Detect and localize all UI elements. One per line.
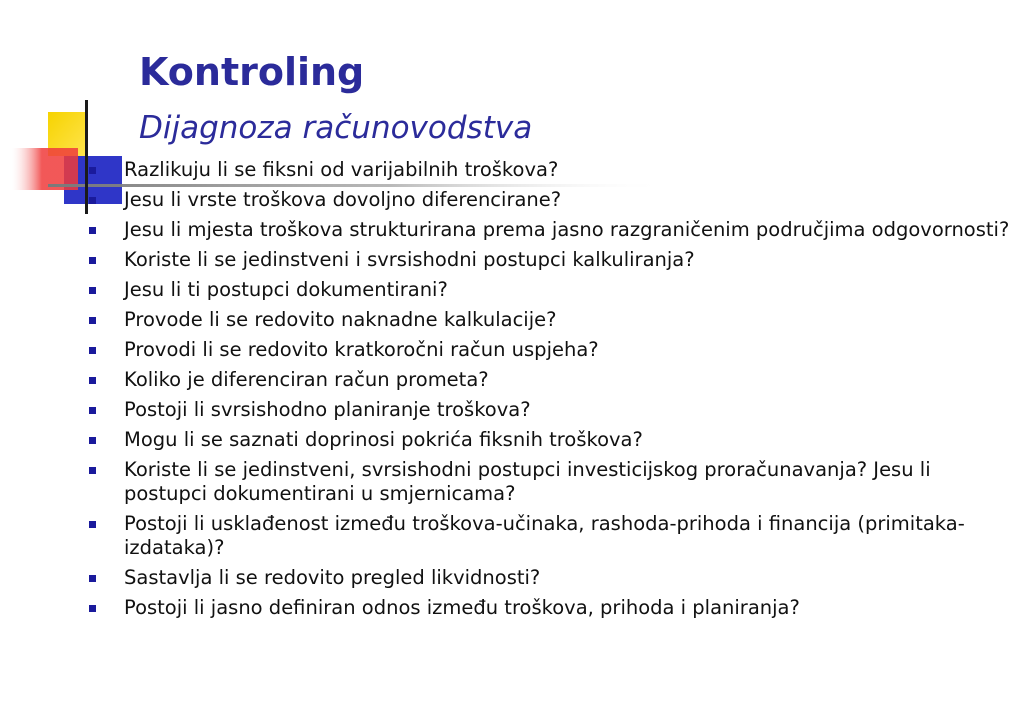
slide-subtitle: Dijagnoza računovodstva <box>139 110 533 146</box>
list-item <box>0 308 1023 332</box>
bullet-text: Sastavlja li se redovito pregled likvidnosti? <box>124 566 541 589</box>
square-bullet-icon <box>89 605 96 612</box>
square-bullet-icon <box>89 467 96 474</box>
bullet-list <box>0 158 1023 626</box>
bullet-text: Koliko je diferenciran račun prometa? <box>124 368 489 391</box>
list-item <box>0 158 1023 182</box>
square-bullet-icon <box>89 257 96 264</box>
list-item <box>0 566 1023 590</box>
bullet-text: Mogu li se saznati doprinosi pokrića fiksnih troškova? <box>124 428 643 451</box>
bullet-text: Razlikuju li se fiksni od varijabilnih troškova? <box>124 158 559 181</box>
list-item <box>0 428 1023 452</box>
list-item <box>0 188 1023 212</box>
list-item <box>0 368 1023 392</box>
bullet-text: Postoji li svrsishodno planiranje troškova? <box>124 398 531 421</box>
square-bullet-icon <box>89 437 96 444</box>
list-item <box>0 398 1023 422</box>
square-bullet-icon <box>89 521 96 528</box>
bullet-text: Postoji li usklađenost između troškova-učinaka, rashoda-prihoda i financija (primitaka-izdataka)? <box>124 512 965 559</box>
list-item <box>0 248 1023 272</box>
bullet-text: Koriste li se jedinstveni i svrsishodni postupci kalkuliranja? <box>124 248 695 271</box>
square-bullet-icon <box>89 287 96 294</box>
bullet-text: Provodi li se redovito kratkoročni račun uspjeha? <box>124 338 599 361</box>
square-bullet-icon <box>89 197 96 204</box>
square-bullet-icon <box>89 575 96 582</box>
list-item <box>0 512 1023 560</box>
bullet-text: Jesu li mjesta troškova strukturirana prema jasno razgraničenim područjima odgovornosti? <box>124 218 1010 241</box>
square-bullet-icon <box>89 167 96 174</box>
square-bullet-icon <box>89 407 96 414</box>
list-item <box>0 596 1023 620</box>
list-item <box>0 278 1023 302</box>
square-bullet-icon <box>89 317 96 324</box>
bullet-text: Provode li se redovito naknadne kalkulacije? <box>124 308 557 331</box>
square-bullet-icon <box>89 347 96 354</box>
square-bullet-icon <box>89 227 96 234</box>
bullet-text: Jesu li vrste troškova dovoljno diferencirane? <box>124 188 562 211</box>
bullet-text: Koriste li se jedinstveni, svrsishodni postupci investicijskog proračunavanja? Jesu li postupci dokumentirani u smjernicama? <box>124 458 931 505</box>
bullet-text: Postoji li jasno definiran odnos između troškova, prihoda i planiranja? <box>124 596 800 619</box>
square-bullet-icon <box>89 377 96 384</box>
list-item <box>0 458 1023 506</box>
list-item <box>0 218 1023 242</box>
list-item <box>0 338 1023 362</box>
bullet-text: Jesu li ti postupci dokumentirani? <box>124 278 448 301</box>
slide-title: Kontroling <box>139 50 365 94</box>
